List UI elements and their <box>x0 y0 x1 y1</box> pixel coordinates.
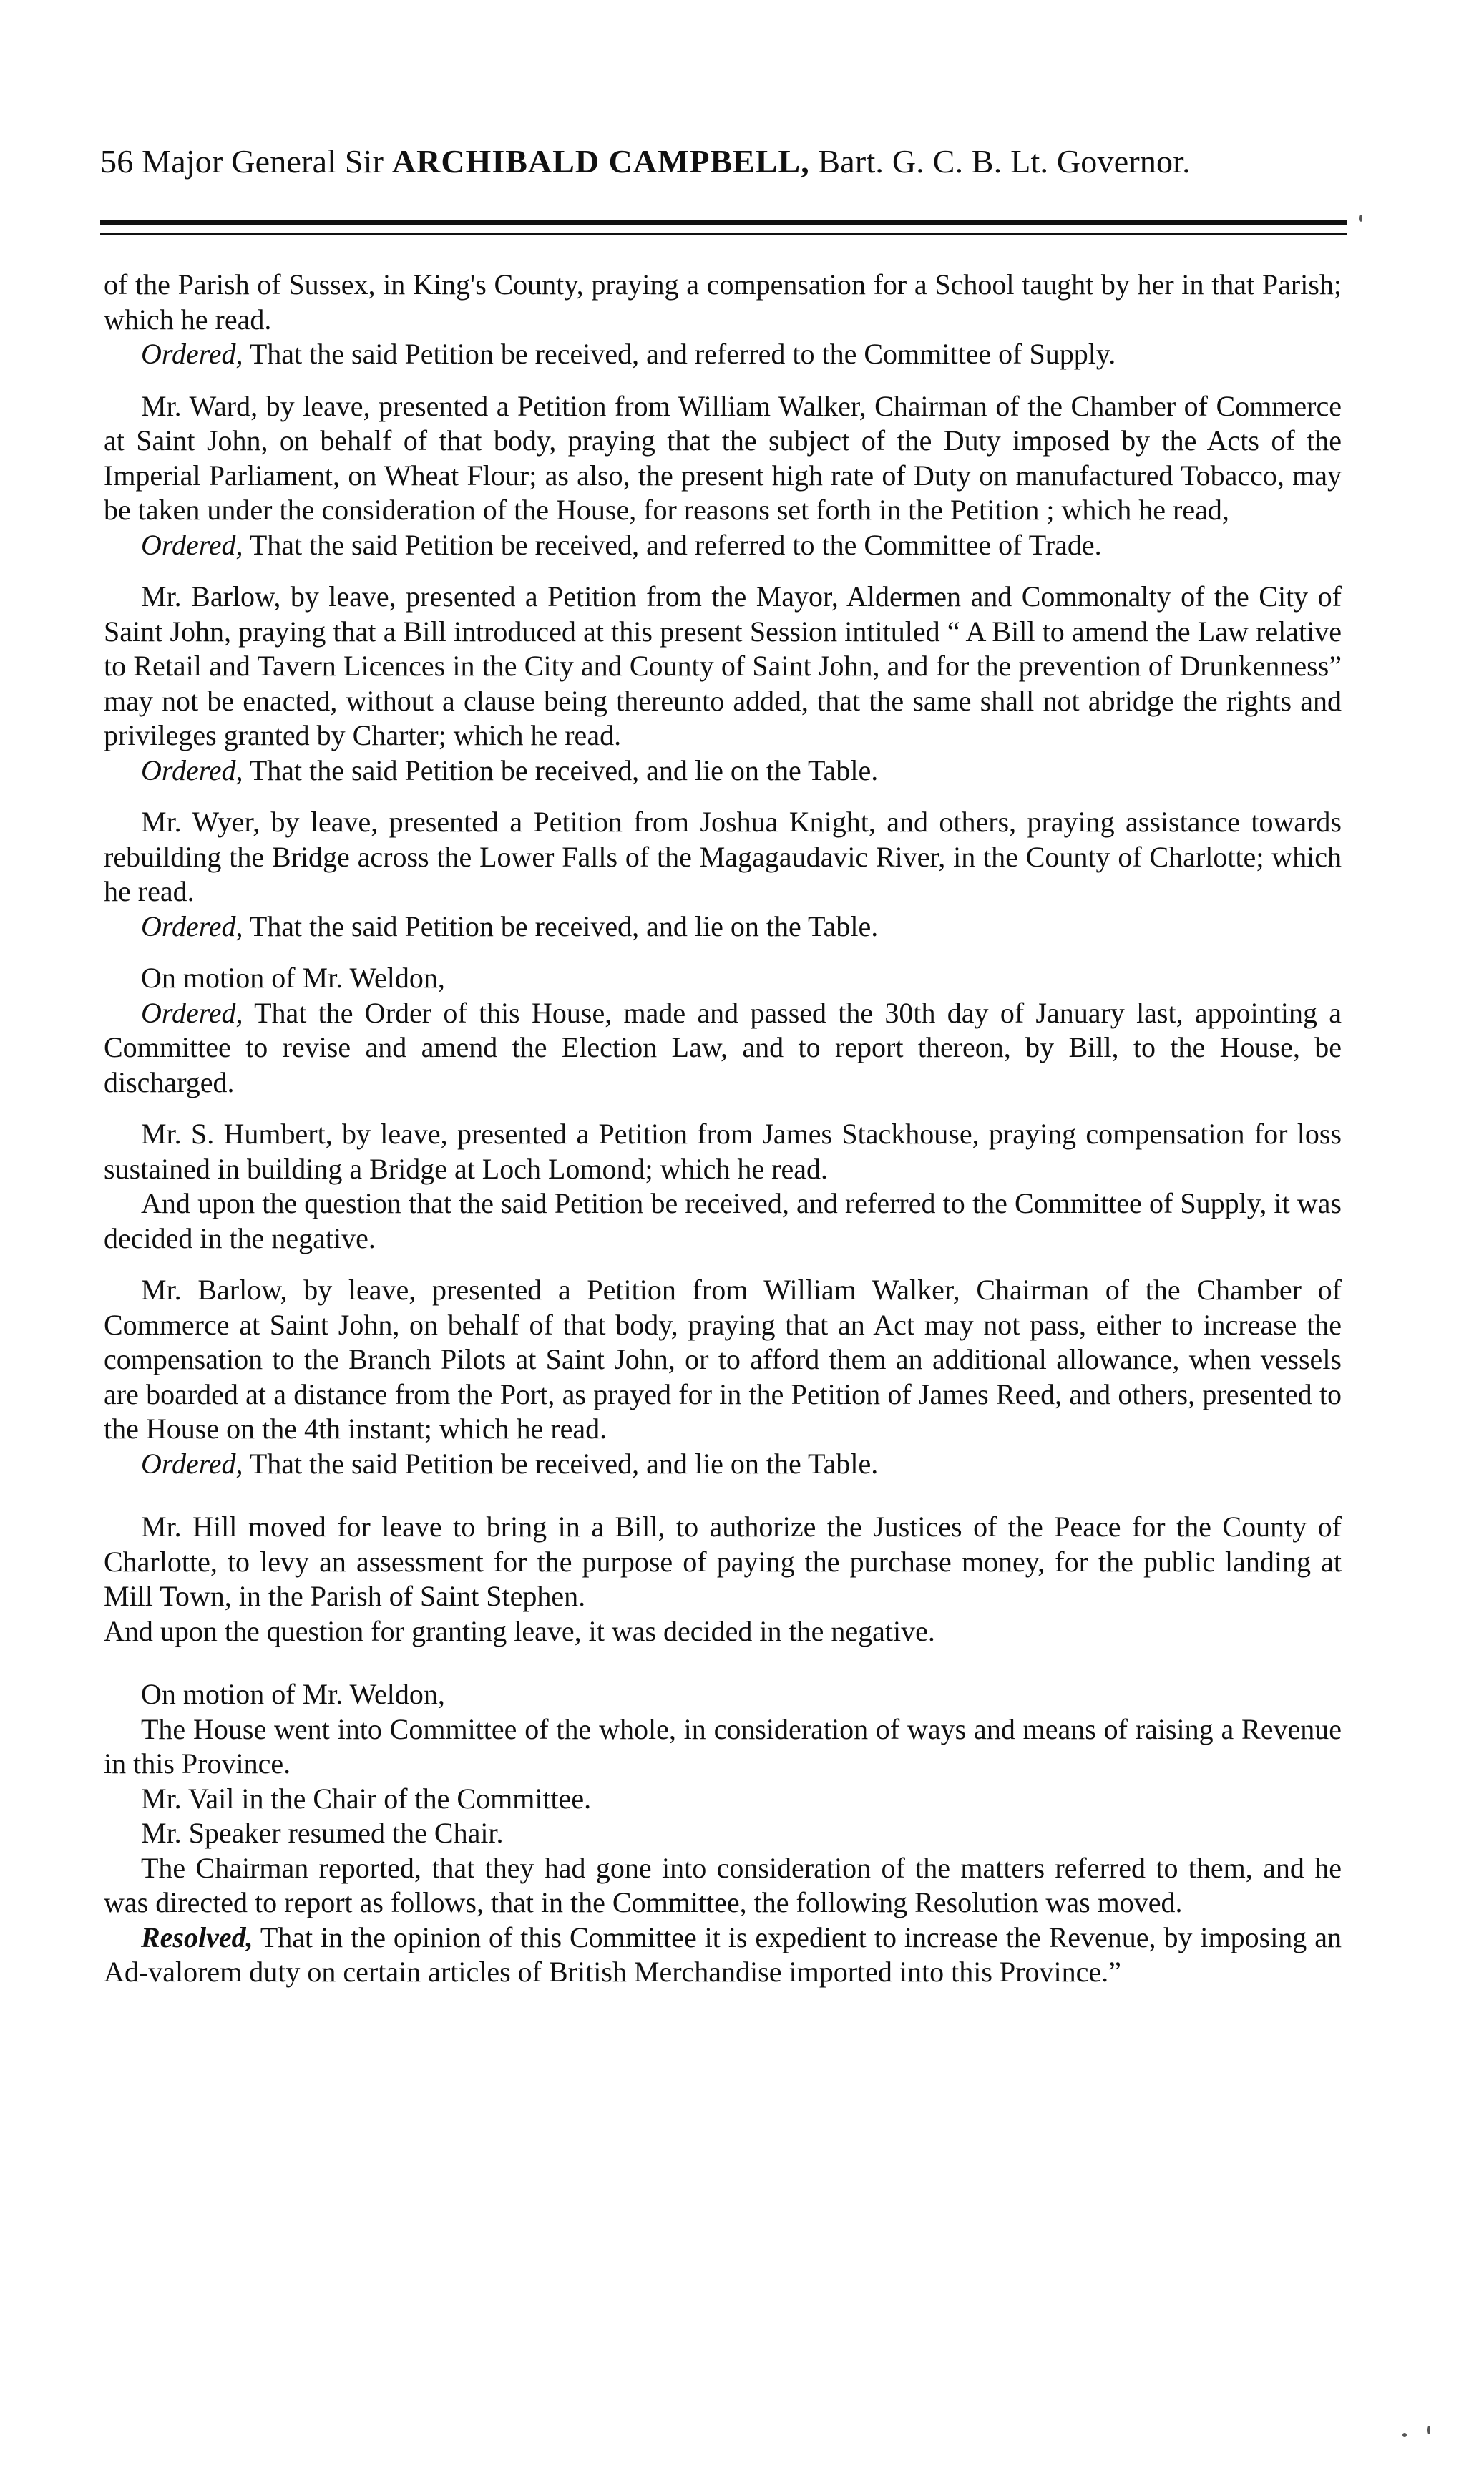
ordered-label: Ordered, <box>141 753 243 786</box>
document-body <box>104 268 1342 1990</box>
paragraph-9: On motion of Mr. Weldon, <box>141 962 445 994</box>
paragraph-22: Resolved, That in the opinion of this Committee it is expedient to increase the Revenue, by imposing an Ad-valorem duty on certain articles of British Merchandise imported into this Province.” <box>104 1921 1342 1988</box>
paragraph-3: Mr. Ward, by leave, presented a Petition from William Walker, Chairman of the Chamber of Commerce at Saint John, on behalf of that body, praying that the subject of the Duty imposed by the Acts of the Imperial Parliament, on Wheat Flour; as also, the present high rate of Duty on manufactured Tobacco, may be taken under the consideration of the House, for reasons set forth in the Petition ; which he read, <box>104 389 1342 526</box>
paragraph-15: Mr. Hill moved for leave to bring in a Bill, to authorize the Justices of the Peace for the County of Charlotte, to levy an assessment for the purpose of paying the purchase money, for the public landing at Mill Town, in the Parish of Saint Stephen. <box>104 1511 1342 1612</box>
scan-speck <box>1402 2433 1407 2437</box>
ordered-label: Ordered, <box>141 909 243 942</box>
page-header <box>100 140 1388 183</box>
scan-speck <box>1427 2426 1430 2434</box>
header-title-name: ARCHIBALD CAMPBELL, <box>391 143 810 180</box>
paragraph-10: Ordered, That the Order of this House, made and passed the 30th day of January last, appointing a Committee to revise and amend the Election Law, and to report thereon, by Bill, to the House, be discharged. <box>104 996 1342 1098</box>
paragraph-13: Mr. Barlow, by leave, presented a Petition from William Walker, Chairman of the Chamber of Commerce at Saint John, on behalf of that body, praying that an Act may not pass, either to increase the compensation to the Branch Pilots at Saint John, or to afford them an additional allowance, when vessels are boarded at a distance from the Port, as prayed for in the Petition of James Reed, and others, presented to the House on the 4th instant; which he read. <box>104 1274 1342 1445</box>
page-number: 56 <box>100 143 134 180</box>
paragraph-1: of the Parish of Sussex, in King's County, praying a compensation for a School taught by her in that Parish; which he read. <box>104 268 1342 336</box>
paragraph-4: Ordered, That the said Petition be received, and referred to the Committee of Trade. <box>141 528 1102 561</box>
paragraph-19: Mr. Vail in the Chair of the Committee. <box>141 1782 592 1815</box>
paragraph-7: Mr. Wyer, by leave, presented a Petition from Joshua Knight, and others, praying assistance towards rebuilding the Bridge across the Lower Falls of the Magagaudavic River, in the County of Charlotte; which he read. <box>104 806 1342 907</box>
ordered-label: Ordered, <box>141 528 243 561</box>
paragraph-14: Ordered, That the said Petition be received, and lie on the Table. <box>141 1447 879 1480</box>
paragraph-11: Mr. S. Humbert, by leave, presented a Petition from James Stackhouse, praying compensation for loss sustained in building a Bridge at Loch Lomond; which he read. <box>104 1118 1342 1185</box>
paragraph-12: And upon the question that the said Petition be received, and referred to the Committee of Supply, it was decided in the negative. <box>104 1187 1342 1254</box>
paragraph-2: Ordered, That the said Petition be received, and referred to the Committee of Supply. <box>141 338 1116 370</box>
ordered-label: Ordered, <box>141 996 243 1029</box>
header-rule <box>100 220 1347 235</box>
scan-speck <box>1359 215 1362 222</box>
header-title-prefix: Major General Sir <box>142 143 384 180</box>
paragraph-16: And upon the question for granting leave, it was decided in the negative. <box>104 1614 935 1647</box>
header-title-suffix: Bart. G. C. B. Lt. Governor. <box>818 143 1191 180</box>
paragraph-6: Ordered, That the said Petition be received, and lie on the Table. <box>141 753 879 786</box>
paragraph-8: Ordered, That the said Petition be received, and lie on the Table. <box>141 909 879 942</box>
paragraph-20: Mr. Speaker resumed the Chair. <box>141 1817 504 1849</box>
ordered-label: Ordered, <box>141 338 243 370</box>
paragraph-17: On motion of Mr. Weldon, <box>141 1678 445 1710</box>
ordered-label: Ordered, <box>141 1447 243 1480</box>
paragraph-21: The Chairman reported, that they had gone into consideration of the matters referred to them, and he was directed to report as follows, that in the Committee, the following Resolution was moved. <box>104 1851 1342 1918</box>
paragraph-5: Mr. Barlow, by leave, presented a Petition from the Mayor, Aldermen and Commonalty of the City of Saint John, praying that a Bill introduced at this present Session intituled “ A Bill to amend the Law relative to Retail and Tavern Licences in the City and County of Saint John, and for the prevention of Drunkenness” may not be enacted, without a clause being thereunto added, that the same shall not abridge the rights and privileges granted by Charter; which he read. <box>104 580 1342 751</box>
paragraph-18: The House went into Committee of the whole, in consideration of ways and means of raising a Revenue in this Province. <box>104 1712 1342 1780</box>
resolved-label: Resolved, <box>141 1921 253 1953</box>
